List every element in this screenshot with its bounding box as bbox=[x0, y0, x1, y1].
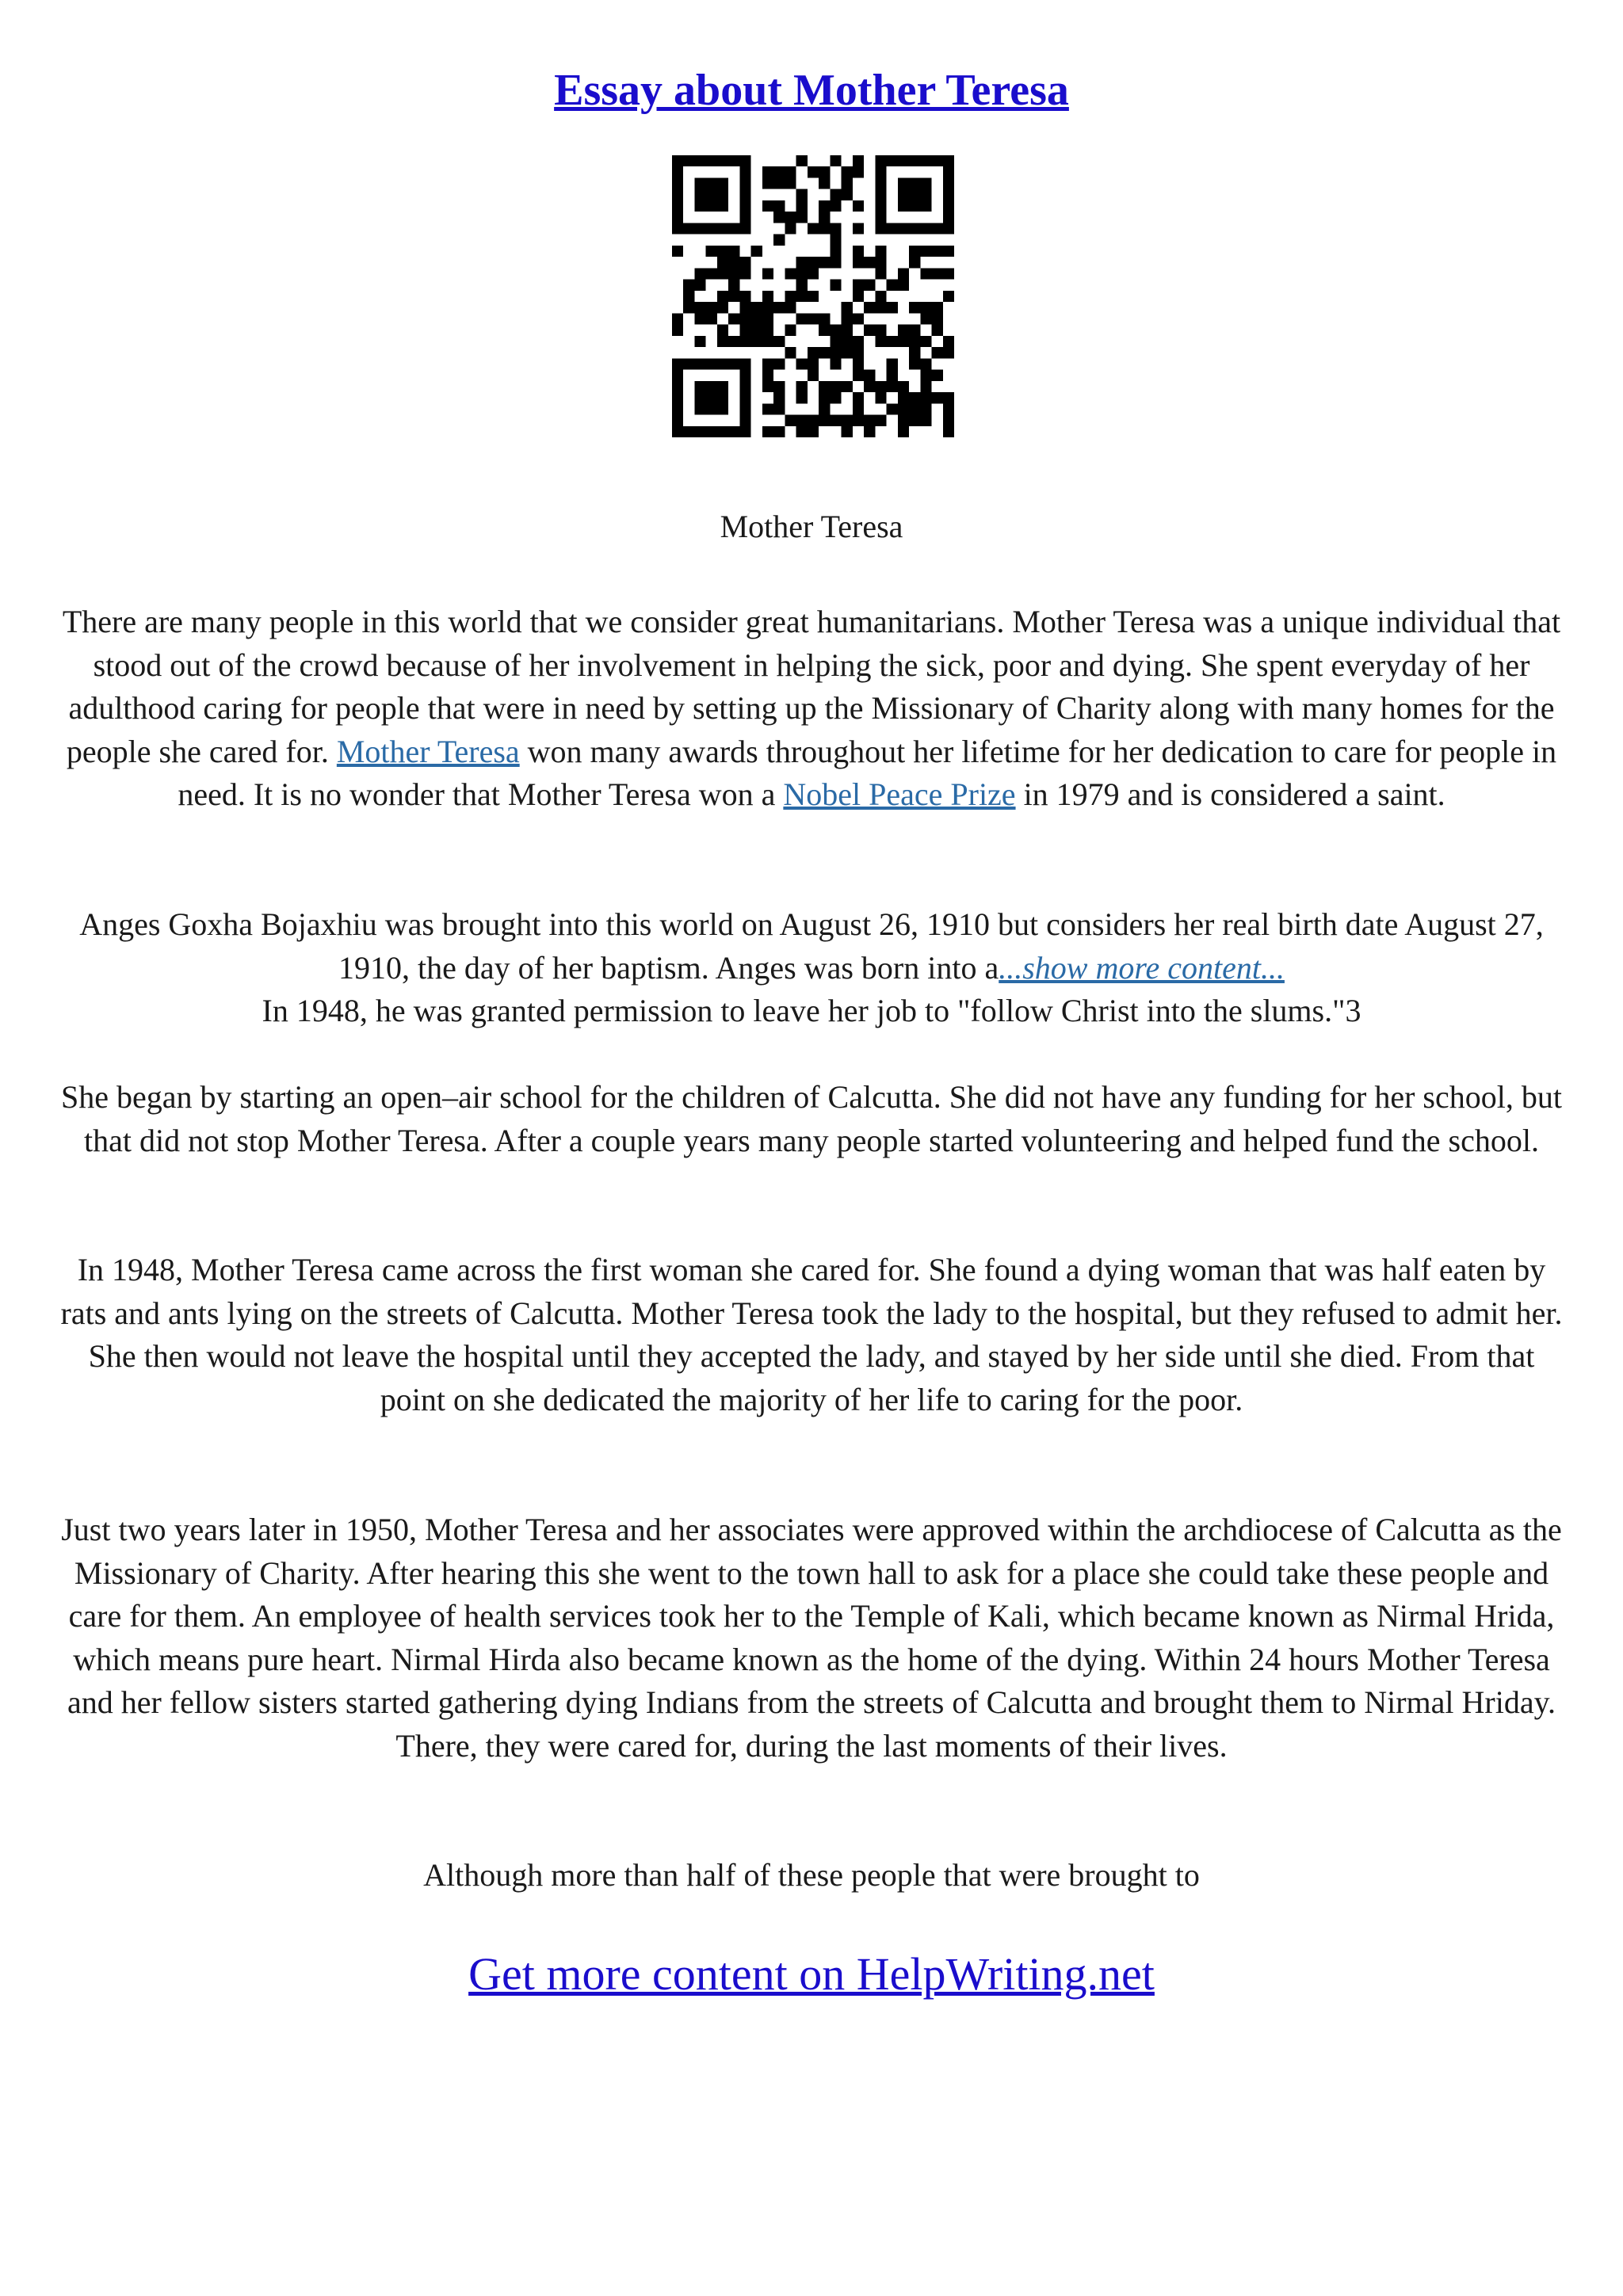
paragraph-3-text: She began by starting an open–air school for the children of Calcutta. She did not have any funding for her school, but that did not stop Mother Teresa. After a couple years many people started volunteering and helped fund the school. bbox=[61, 1079, 1562, 1158]
paragraph-5-text: Just two years later in 1950, Mother Teresa and her associates were approved within the archdiocese of Calcutta as the Missionary of Charity. After hearing this she went to the town hall to ask for a place she could take these people and care for them. An employee of health services took her to the Temple of Kali, which became known as Nirmal Hrida, which means pure heart. Nirmal Hirda also became known as the home of the dying. Within 24 hours Mother Teresa and her fellow sisters started gathering dying Indians from the streets of Calcutta and brought them to Nirmal Hriday. There, they were cared for, during the last moments of their lives. bbox=[61, 1512, 1562, 1764]
paragraph-6-text: Although more than half of these people that were brought to bbox=[423, 1857, 1200, 1893]
title-link[interactable]: Essay about Mother Teresa bbox=[554, 66, 1069, 115]
essay-heading: Mother Teresa bbox=[720, 509, 903, 544]
mother-teresa-link[interactable]: Mother Teresa bbox=[336, 733, 520, 769]
get-more-content-link[interactable]: Get more content on HelpWriting.net bbox=[468, 1948, 1155, 2000]
nobel-peace-prize-link[interactable]: Nobel Peace Prize bbox=[783, 776, 1016, 813]
paragraph-4 bbox=[55, 1249, 1568, 1421]
footer bbox=[0, 1943, 1623, 2006]
paragraph-4-text: In 1948, Mother Teresa came across the first woman she cared for. She found a dying woman that was half eaten by rats and ants lying on the streets of Calcutta. Mother Teresa took the lady to the hospital, but they refused to admit her. She then would not leave the hospital until they accepted the lady, and stayed by her side until she died. From that point on she dedicated the majority of her life to caring for the poor. bbox=[60, 1252, 1563, 1417]
paragraph-1-text-a: There are many people in this world that we consider great humanitarians. Mother Teresa was a unique individual that stood out of the crowd because of her involvement in helping the sick, poor and dying. She spent everyday of her adulthood caring for people that were in need by setting up the Missionary of Charity along with many homes for the people she cared for. bbox=[62, 604, 1561, 769]
paragraph-2 bbox=[55, 903, 1568, 1033]
paragraph-2-line2: In 1948, he was granted permission to leave her job to "follow Christ into the slums."3 bbox=[262, 993, 1361, 1029]
paragraph-5 bbox=[55, 1508, 1568, 1768]
paragraph-1-text-c: in 1979 and is considered a saint. bbox=[1015, 776, 1445, 813]
paragraph-2-text: Anges Goxha Bojaxhiu was brought into this world on August 26, 1910 but considers her real birth date August 27, 1910, the day of her baptism. Anges was born into a bbox=[79, 906, 1544, 986]
qr-code-icon bbox=[672, 155, 954, 437]
paragraph-1-text-b: won many awards throughout her lifetime for her dedication to care for people in need. It is no wonder that Mother Teresa won a bbox=[178, 733, 1557, 813]
paragraph-3 bbox=[55, 1076, 1568, 1162]
paragraph-6 bbox=[55, 1854, 1568, 1897]
document-title bbox=[0, 59, 1623, 122]
show-more-content-link[interactable]: ...show more content... bbox=[999, 949, 1285, 986]
paragraph-1 bbox=[55, 601, 1568, 817]
